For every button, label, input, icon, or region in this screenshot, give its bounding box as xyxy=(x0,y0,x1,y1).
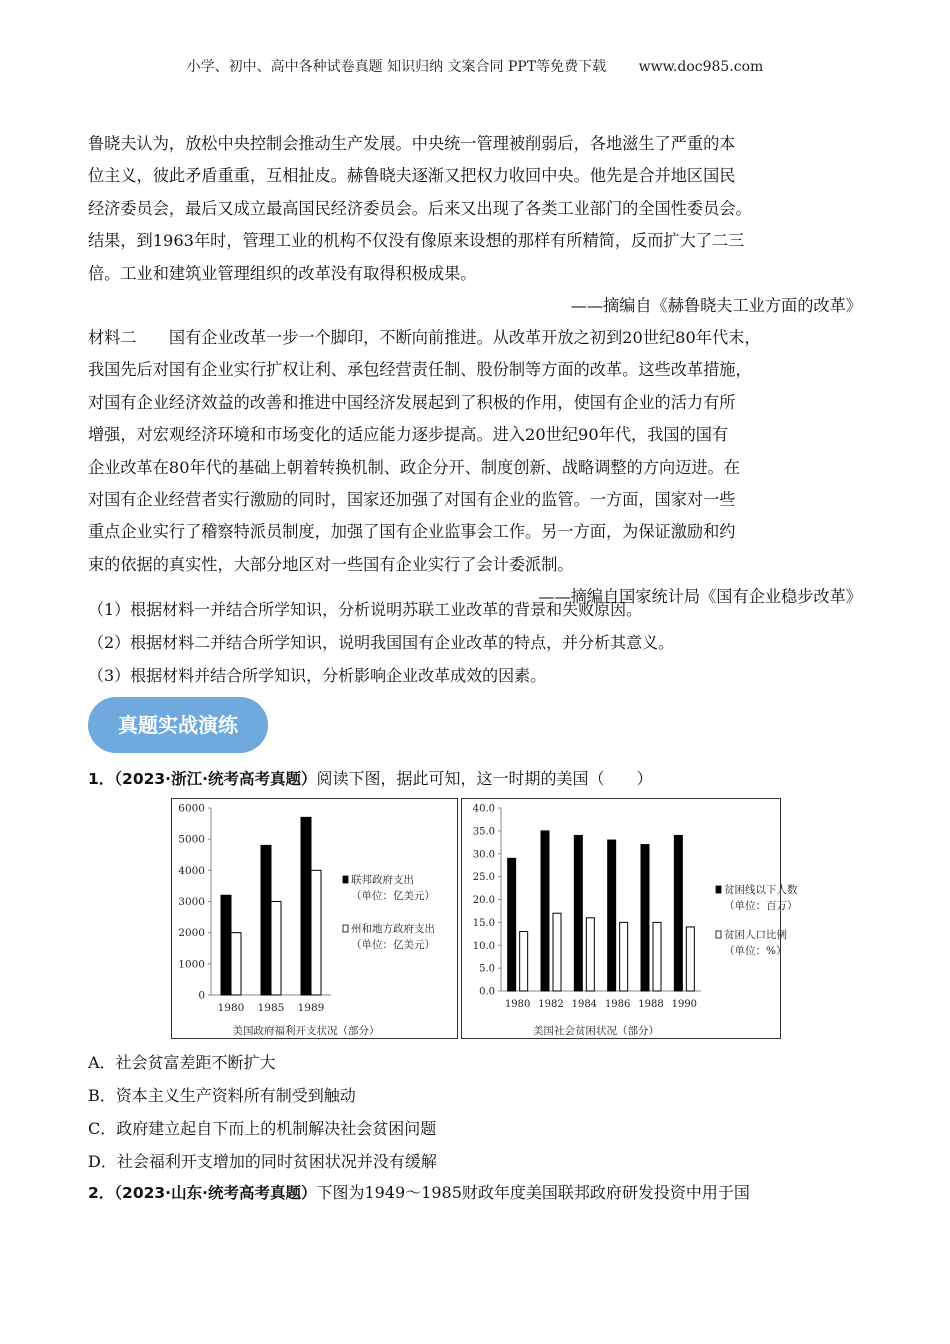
x-tick-label: 1989 xyxy=(297,1002,325,1014)
y-tick-label: 15.0 xyxy=(472,917,495,929)
y-tick-label: 2000 xyxy=(178,927,205,940)
material-line: 增强，对宏观经济环境和市场变化的适应能力逐步提高。进入20世纪90年代，我国的国有 xyxy=(88,425,729,445)
material-source: ——摘编自国家统计局《国有企业稳步改革》 xyxy=(538,587,862,607)
x-tick-label: 1985 xyxy=(257,1002,285,1014)
y-tick-label: 0 xyxy=(198,989,205,1002)
question-number: 1． xyxy=(88,770,115,788)
y-tick-label: 40.0 xyxy=(472,803,495,815)
bar-series-1 xyxy=(508,858,516,991)
question-item: （2）根据材料二并结合所学知识，说明我国国有企业改革的特点，并分析其意义。 xyxy=(88,633,675,652)
y-tick-label: 25.0 xyxy=(472,872,495,884)
y-tick-label: 5.0 xyxy=(479,963,495,975)
material-line: 对国有企业经营者实行激励的同时，国家还加强了对国有企业的监管。一方面，国家对一些 xyxy=(88,489,736,509)
y-tick-label: 35.0 xyxy=(472,826,495,838)
x-tick-label: 1984 xyxy=(571,999,598,1010)
x-tick-label: 1980 xyxy=(217,1002,245,1014)
material-line: 材料二 国有企业改革一步一个脚印，不断向前推进。从改革开放之初到20世纪80年代末， xyxy=(88,328,761,347)
legend-swatch xyxy=(716,886,721,893)
question-text: 阅读下图，据此可知，这一时期的美国（ ） xyxy=(316,769,653,788)
option-a[interactable]: A．社会贫富差距不断扩大 xyxy=(88,1053,276,1072)
legend-swatch xyxy=(716,931,721,938)
legend-label: 联邦政府支出 xyxy=(351,874,414,886)
legend-unit: （单位：亿美元） xyxy=(351,939,435,951)
legend-unit: （单位：亿美元） xyxy=(351,890,435,902)
material-line: 倍。工业和建筑业管理组织的改革没有取得积极成果。 xyxy=(88,263,477,283)
header-url: www.doc985.com xyxy=(638,59,764,75)
page-header xyxy=(0,56,950,76)
material-line: 企业改革在80年代的基础上朝着转换机制、政企分开、制度创新、战略调整的方向迈进。在 xyxy=(88,457,740,477)
chart-title: 美国社会贫困状况（部分） xyxy=(533,1025,659,1037)
material-source: ——摘编自《赫鲁晓夫工业方面的改革》 xyxy=(570,295,862,315)
material-line: 重点企业实行了稽察特派员制度，加强了国有企业监事会工作。另一方面，为保证激励和约 xyxy=(88,522,736,542)
x-tick-label: 1990 xyxy=(671,999,698,1010)
material-line: 我国先后对国有企业实行扩权让利、承包经营责任制、股份制等方面的改革。这些改革措施， xyxy=(88,360,752,380)
question-list xyxy=(88,593,674,692)
bar-series-2 xyxy=(686,927,694,991)
question-item: （1）根据材料一并结合所学知识，分析说明苏联工业改革的背景和失败原因。 xyxy=(88,600,643,619)
material-one xyxy=(88,128,862,322)
question-source-tag: （2023·山东·统考高考真题） xyxy=(114,1184,317,1202)
question-item: （3）根据材料并结合所学知识，分析影响企业改革成效的因素。 xyxy=(88,666,547,685)
question-source-tag: （2023·浙江·统考高考真题） xyxy=(114,770,317,788)
y-tick-label: 6000 xyxy=(178,802,205,815)
legend-unit: （单位：%） xyxy=(724,945,787,957)
x-tick-label: 1982 xyxy=(538,999,564,1010)
material-line: 束的依据的真实性，大部分地区对一些国有企业实行了会计委派制。 xyxy=(88,554,574,574)
material-two xyxy=(88,322,862,614)
material-line: 对国有企业经济效益的改善和推进中国经济发展起到了积极的作用，使国有企业的活力有所 xyxy=(88,392,736,412)
bar-series-2 xyxy=(653,922,661,991)
bar-series-2 xyxy=(586,918,594,991)
bar-series-1 xyxy=(674,835,682,991)
x-tick-label: 1988 xyxy=(638,999,664,1010)
bar-series-1 xyxy=(301,817,311,995)
bar-series-2 xyxy=(311,870,321,995)
y-tick-label: 3000 xyxy=(178,896,205,908)
legend-label: 贫困线以下人数 xyxy=(724,884,798,896)
y-tick-label: 4000 xyxy=(178,864,205,877)
y-tick-label: 0.0 xyxy=(479,986,495,998)
legend-swatch xyxy=(343,925,348,932)
section-title-badge: 真题实战演练 xyxy=(88,697,268,753)
question-number: 2． xyxy=(88,1184,115,1202)
y-tick-label: 30.0 xyxy=(472,849,495,861)
bar-series-1 xyxy=(641,845,649,991)
option-c[interactable]: C．政府建立起自下而上的机制解决社会贫困问题 xyxy=(88,1119,437,1138)
y-tick-label: 5000 xyxy=(178,833,205,846)
legend-label: 州和地方政府支出 xyxy=(351,923,435,935)
bar-series-1 xyxy=(574,835,582,991)
material-line: 经济委员会，最后又成立最高国民经济委员会。后来又出现了各类工业部门的全国性委员会。 xyxy=(88,198,752,218)
x-tick-label: 1980 xyxy=(504,999,531,1010)
legend-label: 贫困人口比例 xyxy=(724,929,787,941)
bar-series-1 xyxy=(221,895,231,995)
bar-series-2 xyxy=(620,922,628,991)
option-d[interactable]: D．社会福利开支增加的同时贫困状况并没有缓解 xyxy=(88,1152,437,1171)
charts-figure xyxy=(171,798,798,1040)
bar-series-1 xyxy=(608,840,616,991)
bar-series-1 xyxy=(261,845,271,995)
chart-title: 美国政府福利开支状况（部分） xyxy=(232,1025,380,1037)
bar-series-2 xyxy=(231,933,241,995)
bar-series-2 xyxy=(271,902,281,996)
legend-unit: （单位：百万） xyxy=(724,900,798,912)
material-line: 结果，到1963年时，管理工业的机构不仅没有像原来设想的那样有所精简，反而扩大了二三 xyxy=(88,231,745,251)
y-tick-label: 20.0 xyxy=(472,895,495,906)
bar-series-1 xyxy=(541,831,549,991)
material-line: 位主义，彼此矛盾重重，互相扯皮。赫鲁晓夫逐渐又把权力收回中央。他先是合并地区国民 xyxy=(88,166,736,186)
header-text: 小学、初中、高中各种试卷真题 知识归纳 文案合同 PPT等免费下载 xyxy=(186,59,607,75)
material-line: 鲁晓夫认为，放松中央控制会推动生产发展。中央统一管理被削弱后，各地滋生了严重的本 xyxy=(88,134,736,153)
legend-swatch xyxy=(343,876,348,883)
question-text: 下图为1949～1985财政年度美国联邦政府研发投资中用于国 xyxy=(316,1183,750,1202)
bar-series-2 xyxy=(553,913,561,991)
question-1-stem xyxy=(88,762,652,796)
bar-series-2 xyxy=(520,932,528,991)
y-tick-label: 1000 xyxy=(178,958,205,971)
option-b[interactable]: B．资本主义生产资料所有制受到触动 xyxy=(88,1086,356,1105)
question-1-options xyxy=(88,1046,437,1178)
y-tick-label: 10.0 xyxy=(472,940,495,952)
x-tick-label: 1986 xyxy=(604,999,631,1010)
question-2-stem xyxy=(88,1176,750,1210)
